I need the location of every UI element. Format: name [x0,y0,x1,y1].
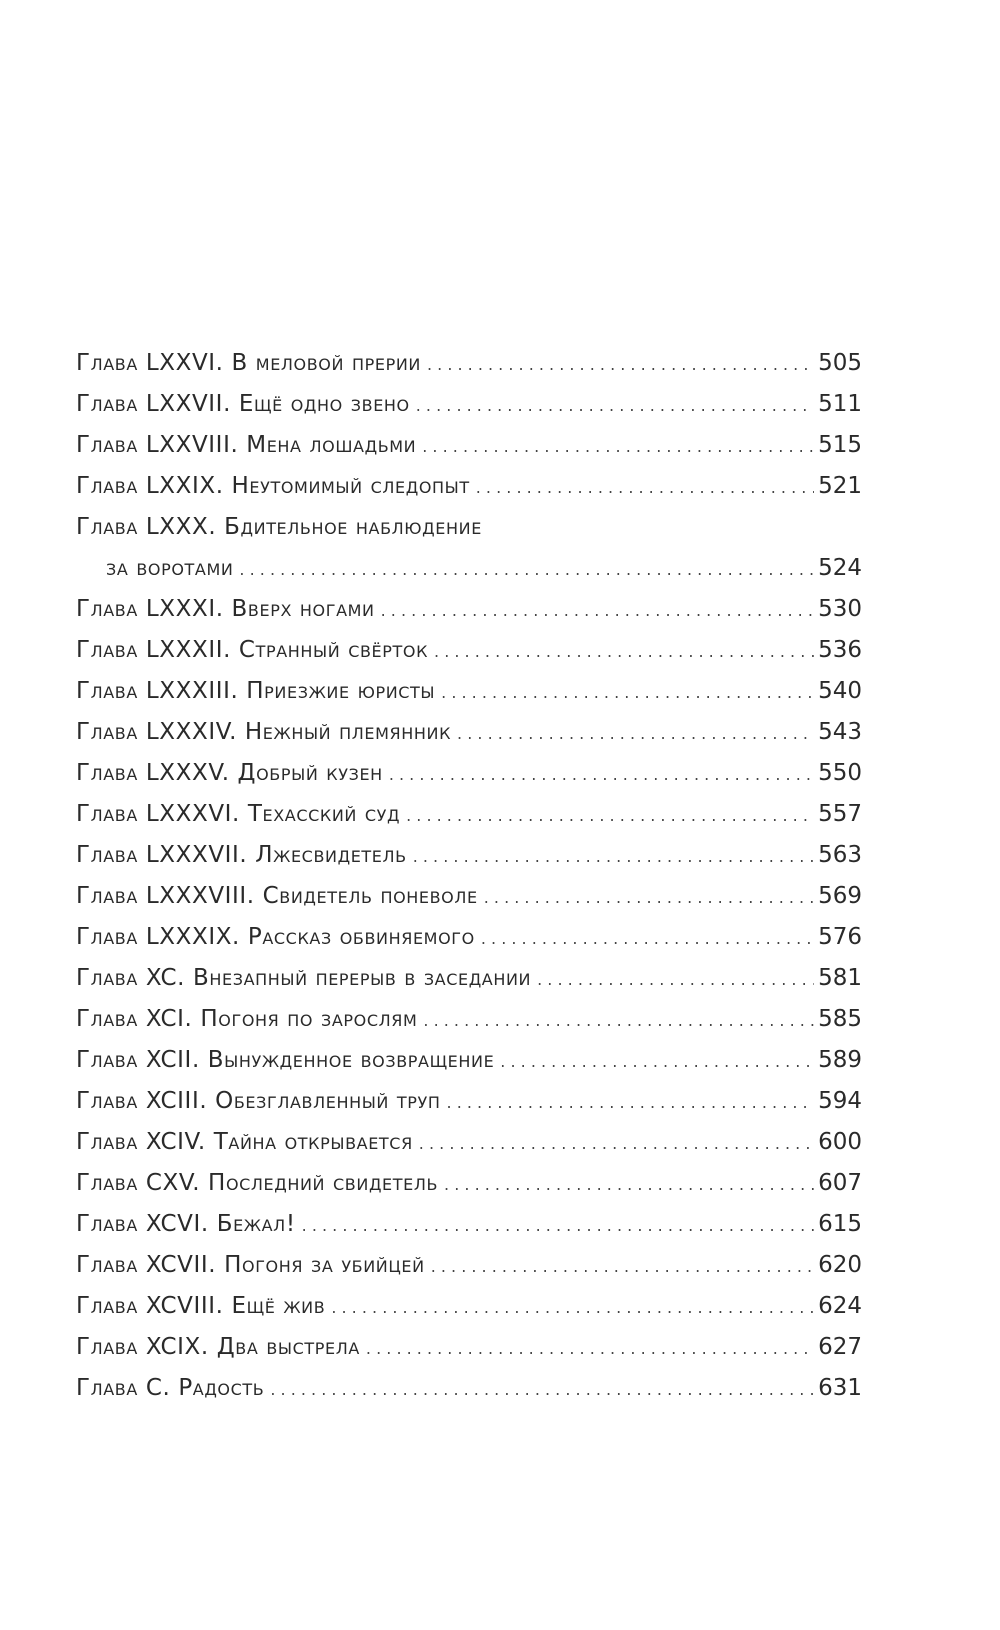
toc-entry[interactable] [76,1047,862,1088]
toc-entry[interactable] [76,1375,862,1416]
toc-entry-title: Глава XC. Внезапный перерыв в заседании [76,965,532,991]
toc-entry[interactable] [76,842,862,883]
dot-leader [270,1375,814,1401]
toc-entry[interactable] [76,637,862,678]
toc-entry-title: Глава XCVIII. Ещё жив [76,1293,326,1319]
dot-leader [434,637,814,663]
toc-entry-title: Глава LXXXI. Вверх ногами [76,596,375,622]
dot-leader [423,1006,814,1032]
toc-entry-page: 631 [818,1375,862,1401]
toc-entry-title: Глава LXXIX. Неутомимый следопыт [76,473,470,499]
dot-leader [476,473,814,499]
toc-entry-title: Глава XCVI. Бежал! [76,1211,296,1237]
dot-leader [431,1252,814,1278]
toc-entry[interactable] [76,801,862,842]
toc-entry[interactable] [76,1252,862,1293]
toc-entry[interactable] [76,760,862,801]
toc-entry-page: 536 [818,637,862,663]
toc-entry-title-continuation: за воротами [106,555,234,581]
toc-entry-title: Глава LXXXVII. Лжесвидетель [76,842,407,868]
dot-leader [389,760,814,786]
toc-entry[interactable] [76,1211,862,1252]
dot-leader [413,842,814,868]
toc-entry-page: 524 [818,555,862,581]
dot-leader [481,924,814,950]
toc-entry-page: 505 [818,350,862,376]
toc-entry-title: Глава XCVII. Погоня за убийцей [76,1252,425,1278]
toc-entry-title: Глава LXXXII. Странный свёрток [76,637,429,663]
toc-entry[interactable] [76,1293,862,1334]
toc-entry-page: 543 [818,719,862,745]
toc-entry-page: 581 [818,965,862,991]
toc-entry-page: 589 [818,1047,862,1073]
toc-entry[interactable] [76,1170,862,1211]
dot-leader [484,883,814,909]
toc-entry-page: 576 [818,924,862,950]
toc-entry-page: 515 [818,432,862,458]
toc-entry-title: Глава LXXXV. Добрый кузен [76,760,383,786]
toc-entry-title: Глава XCII. Вынужденное возвращение [76,1047,495,1073]
toc-entry[interactable] [76,965,862,1006]
dot-leader [381,596,814,622]
toc-entry-title: Глава XCIV. Тайна открывается [76,1129,413,1155]
toc-entry-title: Глава LXXVI. В меловой прерии [76,350,421,376]
toc-entry-continuation[interactable] [76,555,862,596]
toc-entry-title: Глава LXXVII. Ещё одно звено [76,391,410,417]
toc-entry-page: 607 [818,1170,862,1196]
toc-entry-title: Глава XCIX. Два выстрела [76,1334,360,1360]
toc-entry-title: Глава LXXXIII. Приезжие юристы [76,678,436,704]
toc-entry[interactable] [76,924,862,965]
toc-entry[interactable] [76,391,862,432]
dot-leader [500,1047,814,1073]
toc-entry-title: Глава XCI. Погоня по зарослям [76,1006,418,1032]
toc-entry-page: 569 [818,883,862,909]
toc-entry-page: 585 [818,1006,862,1032]
toc-entry-page: 624 [818,1293,862,1319]
toc-entry-page: 511 [818,391,862,417]
toc-entry-page: 563 [818,842,862,868]
toc-entry-title: Глава LXXXIV. Нежный племянник [76,719,452,745]
toc-entry-title: Глава LXXXIX. Рассказ обвиняемого [76,924,475,950]
dot-leader [537,965,814,991]
toc-entry-page: 540 [818,678,862,704]
toc-entry[interactable] [76,596,862,637]
dot-leader [457,719,814,745]
toc-entry-page: 550 [818,760,862,786]
toc-entry[interactable] [76,1334,862,1375]
toc-entry[interactable] [76,719,862,760]
toc-entry[interactable] [76,1129,862,1170]
toc-entry-title: Глава XCIII. Обезглавленный труп [76,1088,441,1114]
dot-leader [366,1334,814,1360]
toc-entry-title: Глава LXXXVI. Техасский суд [76,801,401,827]
toc-entry[interactable] [76,432,862,473]
toc-entry-title: Глава C. Радость [76,1375,265,1401]
toc-entry-title: Глава LXXXVIII. Свидетель поневоле [76,883,478,909]
toc-entry[interactable] [76,1006,862,1047]
toc-entry-page: 557 [818,801,862,827]
toc-entry-title: Глава LXXVIII. Мена лошадьми [76,432,417,458]
dot-leader [406,801,814,827]
toc-entry-page: 521 [818,473,862,499]
toc-entry-page: 594 [818,1088,862,1114]
dot-leader [416,391,814,417]
toc-entry[interactable] [76,473,862,514]
toc-entry-page: 620 [818,1252,862,1278]
dot-leader [331,1293,814,1319]
toc-entry[interactable] [76,678,862,719]
toc-entry-page: 615 [818,1211,862,1237]
toc-entry-page: 530 [818,596,862,622]
toc-entry[interactable] [76,514,862,555]
toc-entry-title: Глава CXV. Последний свидетель [76,1170,439,1196]
dot-leader [444,1170,814,1196]
toc-entry[interactable] [76,350,862,391]
table-of-contents [76,350,862,1416]
dot-leader [447,1088,814,1114]
dot-leader [441,678,814,704]
toc-entry[interactable] [76,883,862,924]
dot-leader [422,432,814,458]
toc-entry-page: 600 [818,1129,862,1155]
toc-entry[interactable] [76,1088,862,1129]
toc-entry-title: Глава LXXX. Бдительное наблюдение [76,514,482,540]
dot-leader [302,1211,814,1237]
dot-leader [427,350,814,376]
dot-leader [239,555,814,581]
dot-leader [419,1129,814,1155]
toc-entry-page: 627 [818,1334,862,1360]
